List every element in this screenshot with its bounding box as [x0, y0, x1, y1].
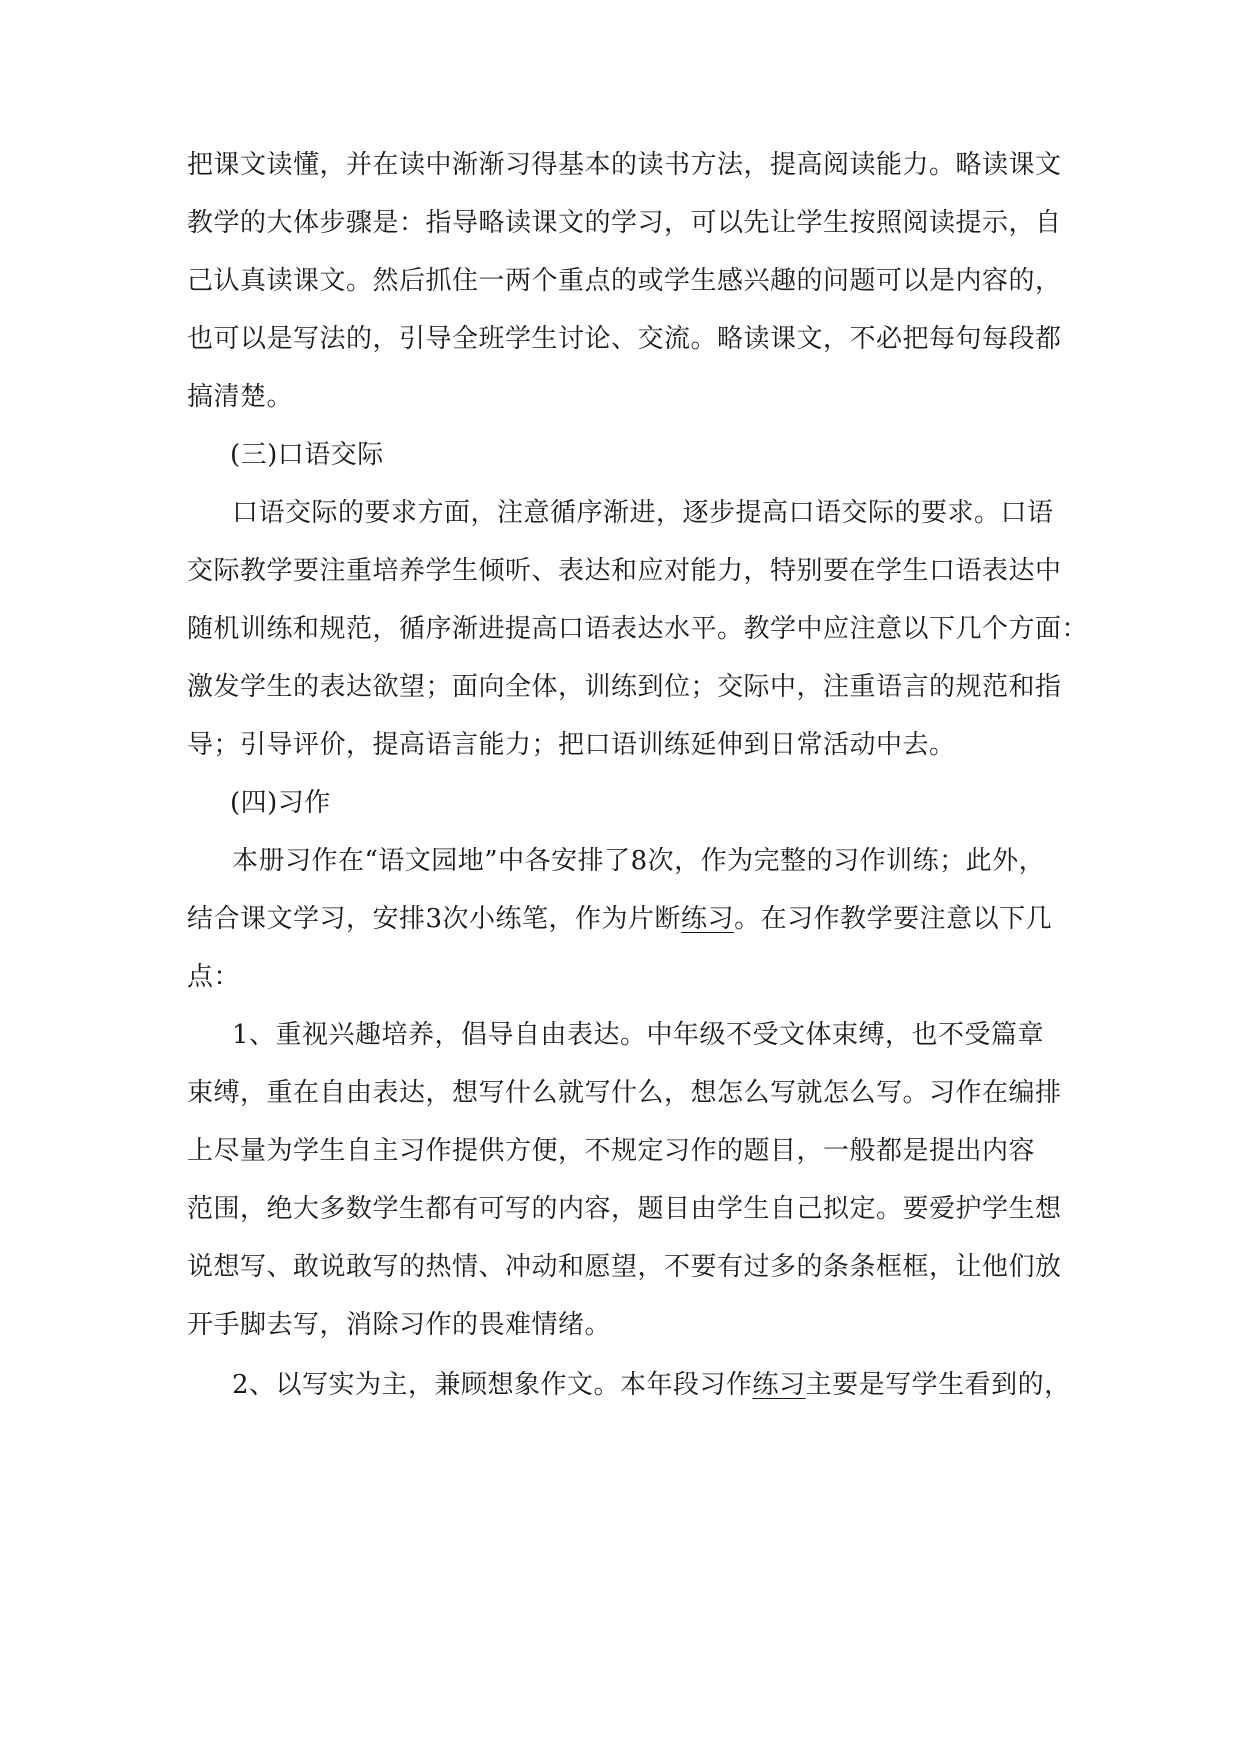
practice-link[interactable]: 练习 [681, 904, 735, 934]
paragraph-line: 己认真读课文。然后抓住一两个重点的或学生感兴趣的问题可以是内容的， [187, 266, 1062, 296]
section-heading: (四)习作 [230, 788, 331, 818]
text-segment: 2、以写实为主，兼顾想象作文。本年段习作 [232, 1370, 753, 1400]
paragraph-line: 1、重视兴趣培养，倡导自由表达。中年级不受文体束缚，也不受篇章 [232, 1020, 1045, 1050]
paragraph-line: 上尽量为学生自主习作提供方便，不规定习作的题目，一般都是提出内容 [187, 1136, 1036, 1166]
text-segment: 。在习作教学要注意以下几 [734, 904, 1053, 934]
paragraph-line: 本册习作在“语文园地”中各安排了8次，作为完整的习作训练；此外， [232, 846, 1046, 876]
paragraph-line: 随机训练和规范，循序渐进提高口语表达水平。教学中应注意以下几个方面： [187, 614, 1089, 644]
paragraph-line: 激发学生的表达欲望；面向全体，训练到位；交际中，注重语言的规范和指 [187, 672, 1062, 702]
paragraph-line [187, 902, 1052, 936]
paragraph-line: 点： [187, 962, 241, 992]
paragraph-line: 束缚，重在自由表达，想写什么就写什么，想怎么写就怎么写。习作在编排 [187, 1078, 1062, 1108]
paragraph-line: 交际教学要注重培养学生倾听、表达和应对能力，特别要在学生口语表达中 [187, 556, 1062, 586]
practice-link[interactable]: 练习 [752, 1370, 806, 1400]
text-segment: 结合课文学习，安排3次小练笔，作为片断 [187, 904, 682, 934]
paragraph-line: 范围，绝大多数学生都有可写的内容，题目由学生自己拟定。要爱护学生想 [187, 1194, 1062, 1224]
paragraph-line: 说想写、敢说敢写的热情、冲动和愿望，不要有过多的条条框框，让他们放 [187, 1252, 1062, 1282]
paragraph-line: 开手脚去写，消除习作的畏难情绪。 [187, 1310, 612, 1340]
section-heading: (三)口语交际 [230, 440, 384, 470]
paragraph-line: 搞清楚。 [187, 382, 294, 412]
paragraph-line: 教学的大体步骤是：指导略读课文的学习，可以先让学生按照阅读提示，自 [187, 208, 1062, 238]
paragraph-line: 也可以是写法的，引导全班学生讨论、交流。略读课文，不必把每句每段都 [187, 324, 1062, 354]
paragraph-line [232, 1368, 1071, 1402]
paragraph-line: 导；引导评价，提高语言能力；把口语训练延伸到日常活动中去。 [187, 730, 956, 760]
paragraph-line: 口语交际的要求方面，注意循序渐进，逐步提高口语交际的要求。口语 [232, 498, 1054, 528]
text-segment: 主要是写学生看到的， [805, 1370, 1071, 1400]
paragraph-line: 把课文读懂，并在读中渐渐习得基本的读书方法，提高阅读能力。略读课文 [187, 150, 1062, 180]
